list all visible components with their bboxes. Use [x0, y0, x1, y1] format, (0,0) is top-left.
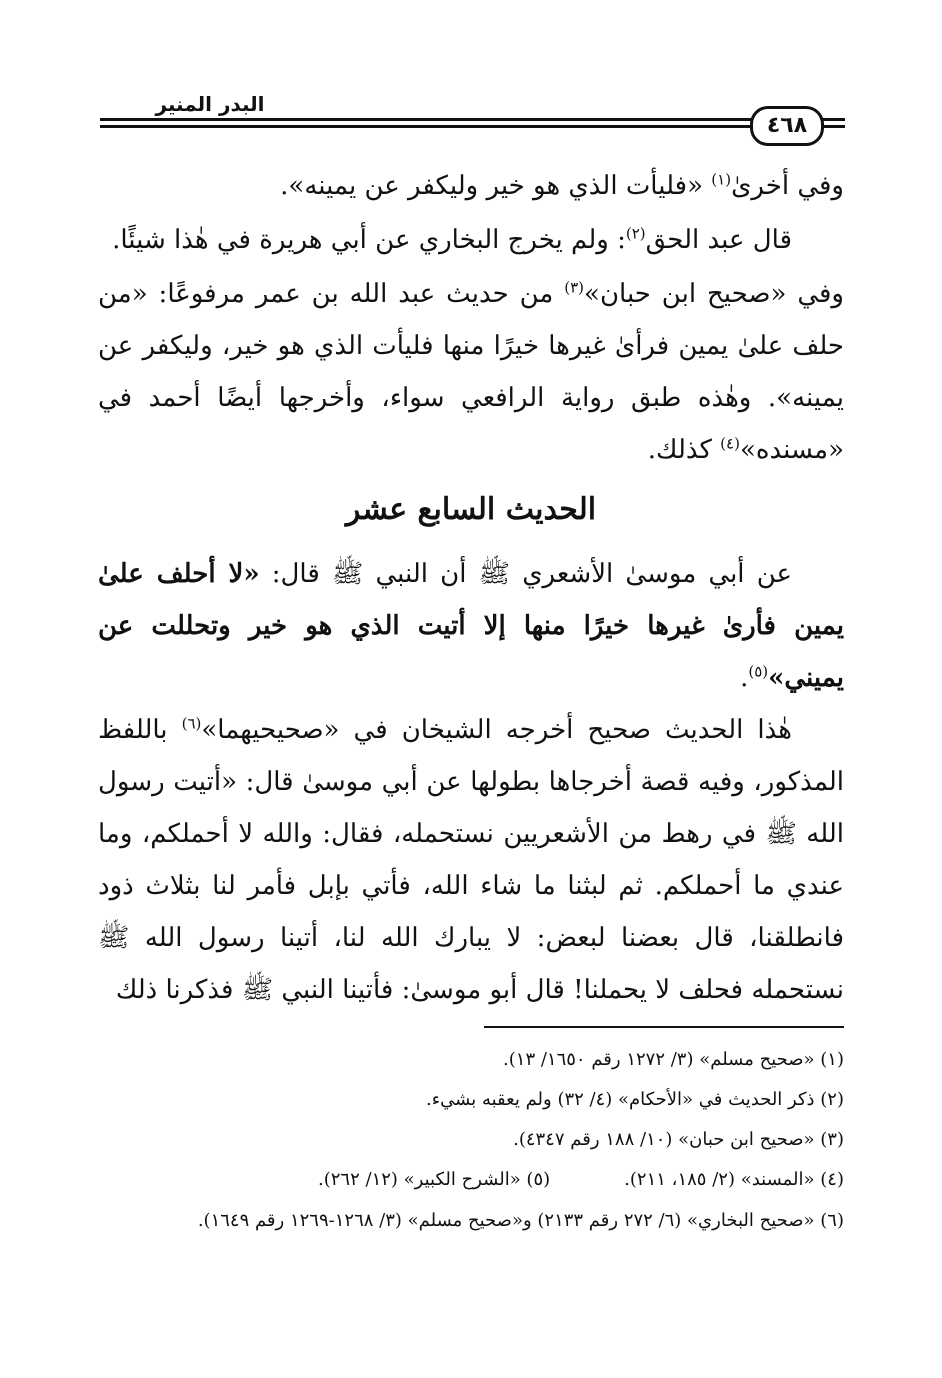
hadith-end: .	[740, 663, 749, 693]
p1-text: «فليأت الذي هو خير وليكفر عن يمينه».	[280, 171, 712, 201]
running-title: البدر المنير	[155, 92, 265, 116]
footnote-separator	[484, 1026, 844, 1028]
paragraph-2	[98, 214, 844, 266]
page-number: ٤٦٨	[750, 106, 824, 146]
commentary-lead: هٰذا الحديث صحيح أخرجه الشيخان في «صحيحيهما»	[201, 715, 792, 745]
commentary	[98, 704, 844, 1016]
footnote-ref-2: (٢)	[625, 224, 646, 243]
footnotes	[98, 1040, 844, 1238]
footnote-3: (٣) «صحيح ابن حبان» (١٠/ ١٨٨ رقم ٤٣٤٧).	[513, 1129, 844, 1150]
footnote-ref-4: (٤)	[720, 434, 740, 453]
p2-lead: قال عبد الحق	[645, 225, 792, 255]
footnote-2: (٢) ذكر الحديث في «الأحكام» (٤/ ٣٢) ولم يعقبه بشيء.	[425, 1089, 844, 1110]
hadith-quote: «لا أحلف علىٰ يمين فأرىٰ غيرها خيرًا منها إلا أتيت الذي هو خير وتحللت عن يميني»	[98, 559, 844, 693]
hadith-text	[98, 548, 844, 704]
section-heading: الحديث السابع عشر	[345, 492, 597, 527]
paragraph-3	[98, 268, 844, 476]
hadith-intro: عن أبي موسىٰ الأشعري ﷺ أن النبي ﷺ قال:	[259, 559, 792, 589]
paragraph-1	[98, 160, 844, 212]
footnote-ref-1: (١)	[711, 170, 732, 189]
footnote-ref-5: (٥)	[748, 662, 769, 681]
header-rule	[100, 118, 845, 130]
p3-mid: من حديث عبد الله بن عمر مرفوعًا: «من حلف علىٰ يمين فرأىٰ غيرها خيرًا منها فليأت الذي هو خير، وليكفر عن يمينه». وهٰذه طبق رواية الرافعي سواء، وأخرجها أيضًا أحمد في «مسنده»	[98, 279, 844, 465]
footnote-ref-6: (٦)	[181, 714, 202, 733]
footnote-ref-3: (٣)	[564, 278, 585, 297]
footnote-1: (١) «صحيح مسلم» (٣/ ١٢٧٢ رقم ١٦٥٠/ ١٣).	[503, 1049, 844, 1070]
p1-lead: وفي أخرىٰ	[731, 171, 844, 201]
p3-lead: وفي «صحيح ابن حبان»	[584, 279, 844, 309]
footnote-4: (٤) «المسند» (٢/ ١٨٥، ٢١١).	[624, 1169, 844, 1190]
commentary-text: باللفظ المذكور، وفيه قصة أخرجاها بطولها عن أبي موسىٰ قال: «أتيت رسول الله ﷺ في رهط من الأشعريين نستحمله، فقال: والله لا أحملكم، وما عندي ما أحملكم. ثم لبثنا ما شاء الله، فأتي بإبل فأمر لنا بثلاث ذود فانطلقنا، قال بعضنا لبعض: لا يبارك الله لنا، أتينا رسول الله ﷺ نستحمله فحلف لا يحملنا! قال أبو موسىٰ: فأتينا النبي ﷺ فذكرنا ذلك	[98, 715, 844, 1005]
p3-tail: كذلك.	[647, 435, 721, 465]
footnote-6: (٦) «صحيح البخاري» (٦/ ٢٧٢ رقم ٢١٣٣) و«صحيح مسلم» (٣/ ١٢٦٨-١٢٦٩ رقم ١٦٤٩).	[197, 1210, 844, 1231]
p2-text: : ولم يخرج البخاري عن أبي هريرة في هٰذا شيئًا.	[112, 225, 626, 255]
footnote-5: (٥) «الشرح الكبير» (١٢/ ٢٦٢).	[318, 1169, 551, 1190]
footnote-row-4-5	[98, 1160, 844, 1200]
